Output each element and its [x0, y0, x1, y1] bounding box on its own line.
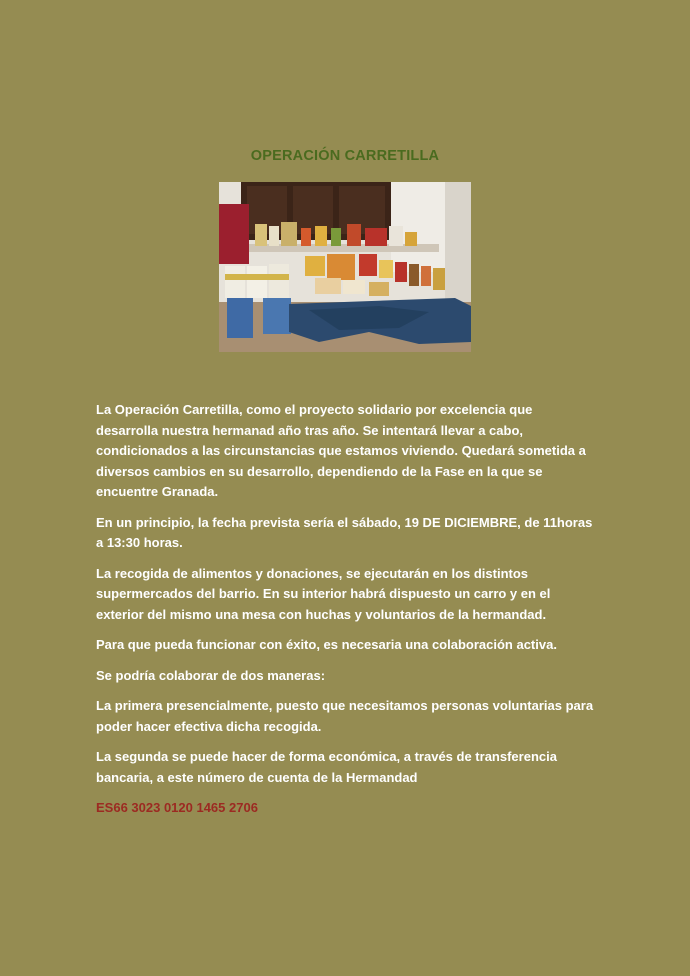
paragraph-first-way: La primera presencialmente, puesto que necesitamos personas voluntarias para poder hacer efectiva dicha recogida. [96, 698, 594, 734]
paragraph-second-way: La segunda se puede hacer de forma económica, a través de transferencia bancaria, a este número de cuenta de la Hermandad [96, 749, 557, 785]
body-text [96, 400, 596, 829]
food-donations-photo [219, 182, 471, 352]
paragraph-collection: La recogida de alimentos y donaciones, se ejecutarán en los distintos supermercados del barrio. En su interior habrá dispuesto un carro y en el exterior del mismo una mesa con huchas y voluntarios de la hermandad. [96, 565, 551, 622]
account-number: ES66 3023 0120 1465 2706 [96, 800, 258, 815]
paragraph-collaboration: Para que pueda funcionar con éxito, es necesaria una colaboración activa. [96, 637, 557, 652]
paragraph-intro: La Operación Carretilla, como el proyecto solidario por excelencia que desarrolla nuestra hermanad año tras año. Se intentará llevar a cabo, condicionados a las circunstancias que estamos viviendo. Quedará sometida a diversos cambios en su desarrollo, dependiendo de la Fase en la que se encuentre Granada. [96, 402, 586, 499]
paragraph-date: En un principio, la fecha prevista sería el sábado, 19 DE DICIEMBRE, de 11horas a 13:30 horas. [96, 514, 593, 550]
paragraph-ways: Se podría colaborar de dos maneras: [96, 667, 326, 683]
page-title: OPERACIÓN CARRETILLA [250, 148, 440, 164]
